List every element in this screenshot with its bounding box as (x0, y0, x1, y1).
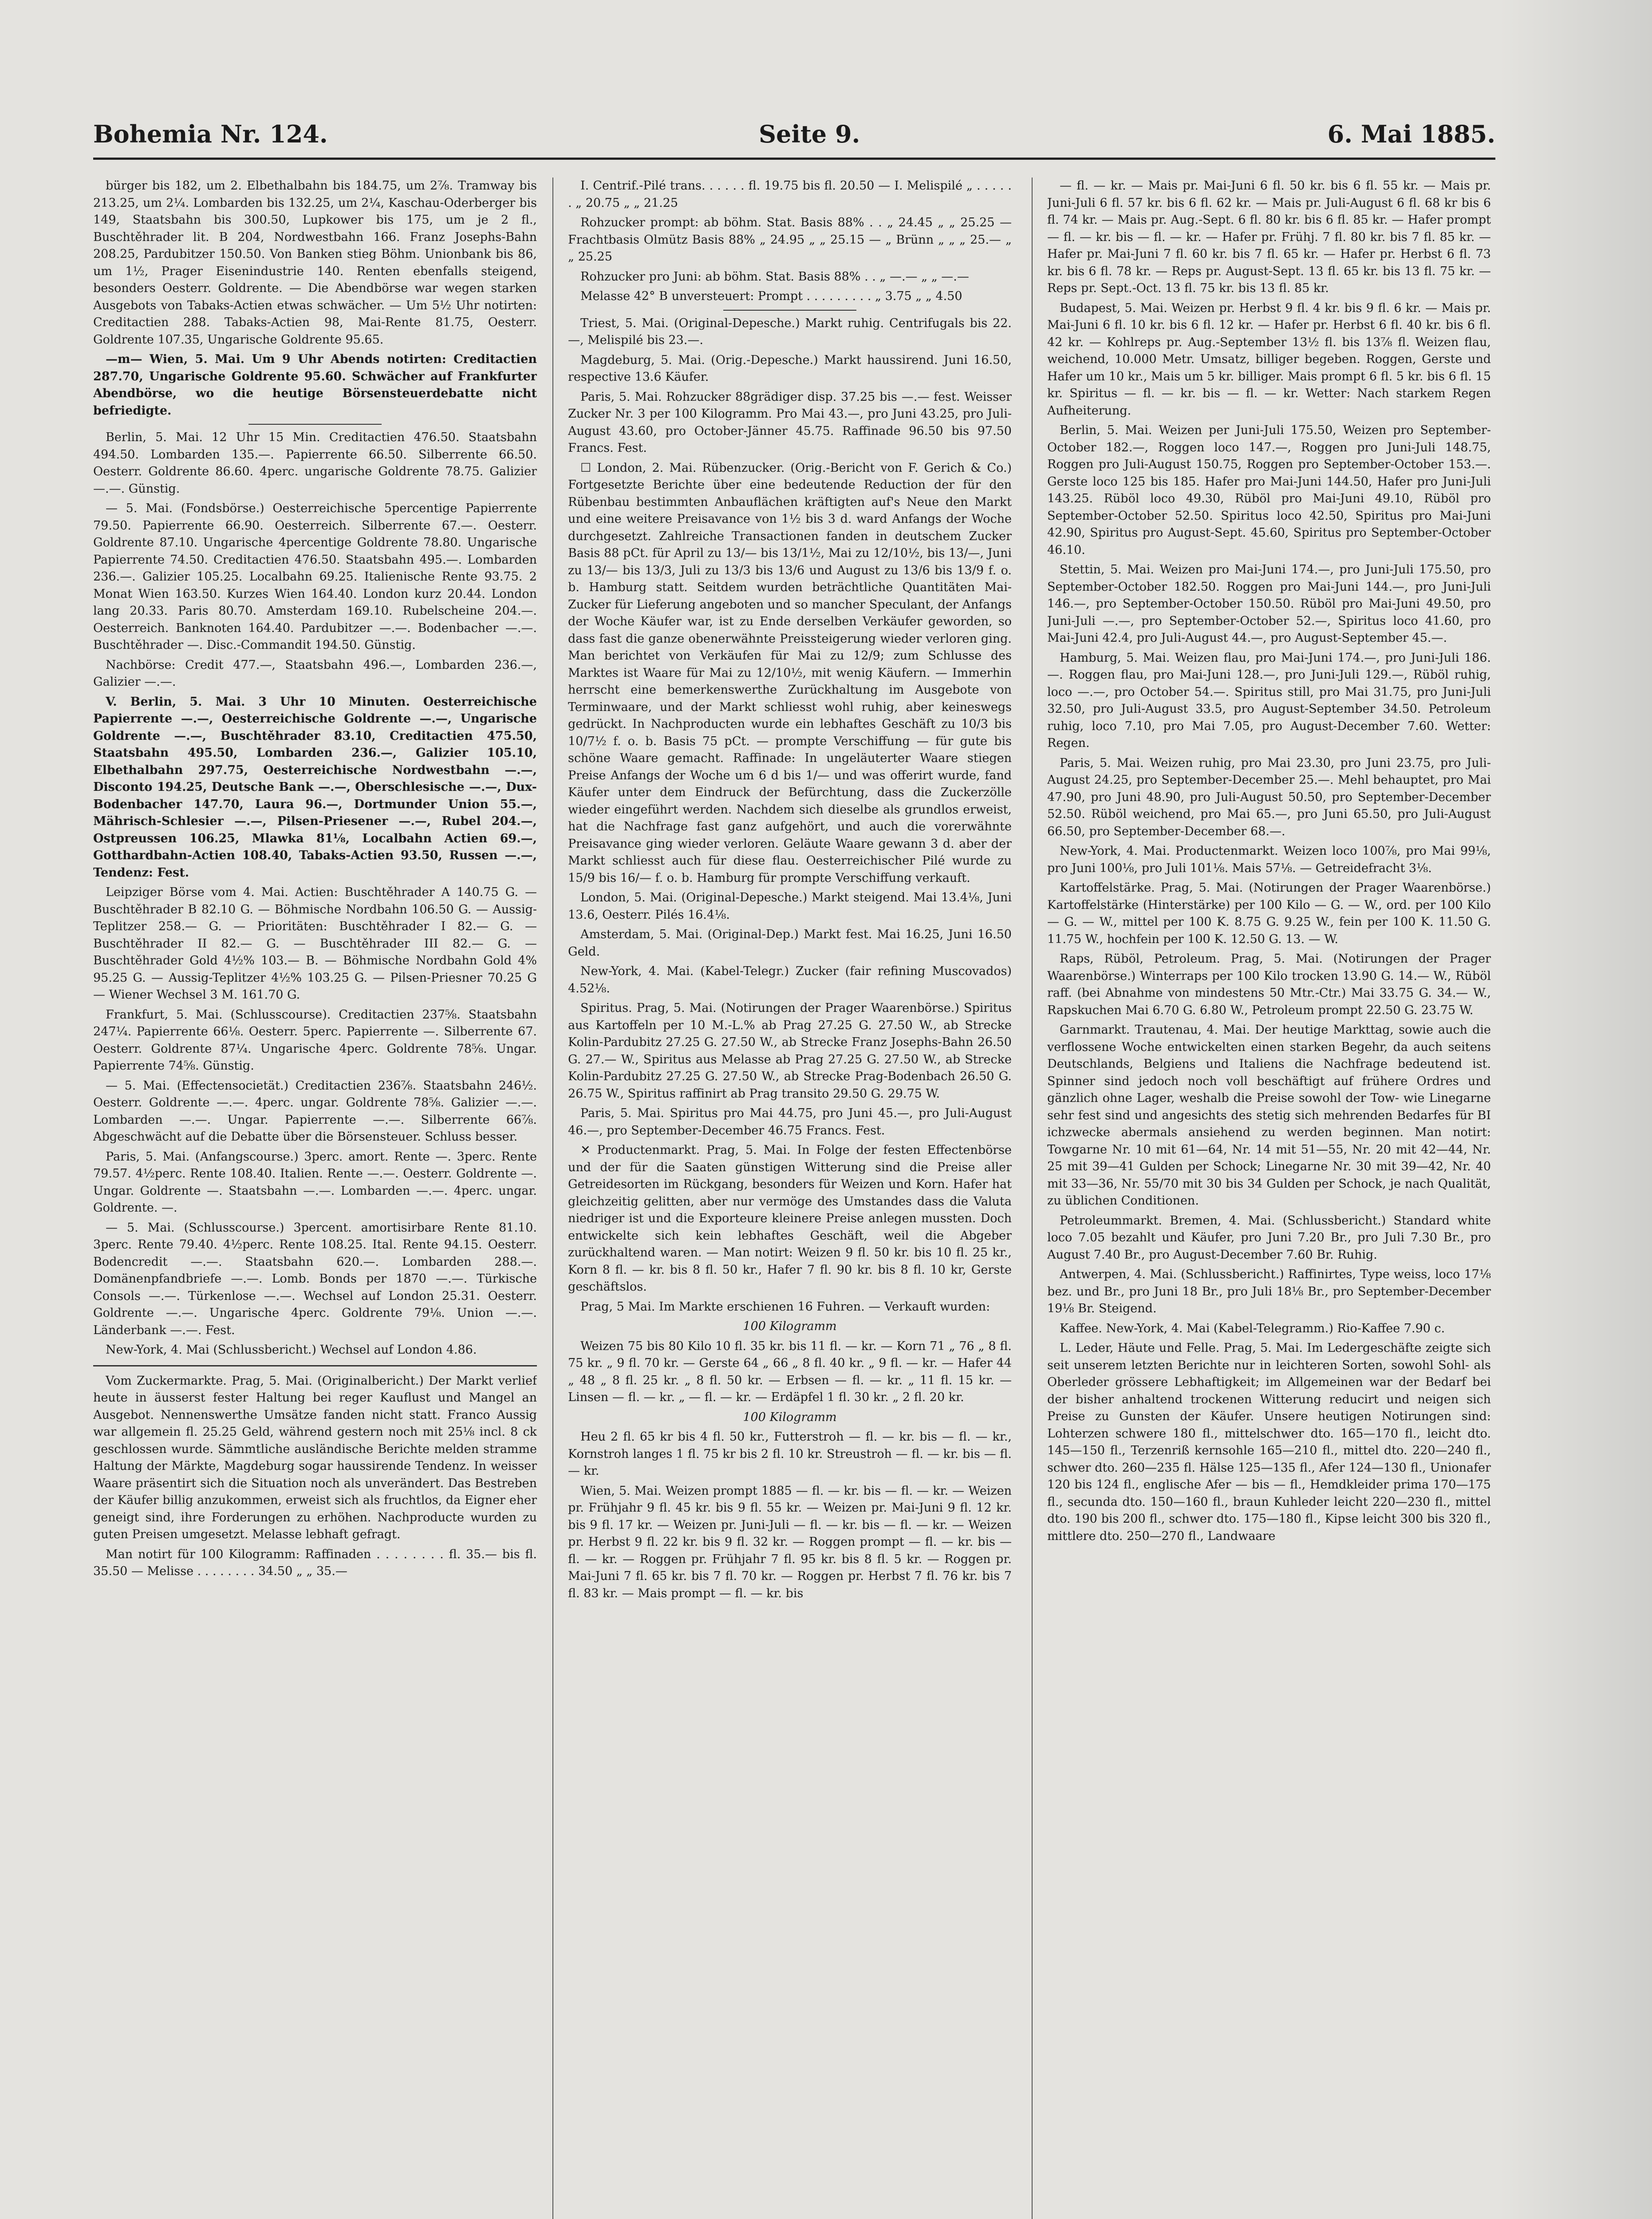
article-paragraph: Paris, 5. Mai. (Anfangscourse.) 3perc. amort. Rente —. 3perc. Rente 79.57. 4½perc. Rente 108.40. Italien. Rente —.—. Oesterr. Goldrente —. Ungar. Goldrente —. Staatsbahn —.—. Lombarden —.—. 4perc. ungar. Goldrente. —. (93, 1149, 537, 1215)
article-paragraph: —m— Wien, 5. Mai. Um 9 Uhr Abends notirten: Creditactien 287.70, Ungarische Goldrente 95.60. Schwächer auf Frankfurter Abendbörse, wo die heutige Börsensteuerdebatte nicht befriedigte. (93, 352, 537, 418)
article-paragraph: Frankfurt, 5. Mai. (Schlusscourse). Creditactien 237⅝. Staatsbahn 247¼. Papierrente 66⅛. Oesterr. 5perc. Papierrente —. Silberrente 67. Oesterr. Goldrente 87¼. Ungarische 4perc. Goldrente 78⅝. Ungar. Papierrente 74⅝. Günstig. (93, 1007, 537, 1073)
article-paragraph: Kartoffelstärke. Prag, 5. Mai. (Notirungen der Prager Waarenbörse.) Kartoffelstärke (Hinterstärke) per 100 Kilo — G. — W., ord. per 100 Kilo — G. — W., mittel per 100 K. 8.75 G. 9.25 W., fein per 100 K. 11.50 G. 11.75 W., hochfein per 100 K. 12.50 G. 13. — W. (1047, 881, 1491, 946)
header-rule (93, 158, 1495, 160)
article-paragraph: L. Leder, Häute und Felle. Prag, 5. Mai. Im Ledergeschäfte zeigte sich seit unserem letzten Berichte nur in leichteren Sorten, sowohl Sohl- als Oberleder grössere Lebhaftigkeit; im Allgemeinen war der Bedarf bei der bisher anhaltend trockenen Witterung reducirt und neigen sich Preise zu Gunsten der Käufer. Unsere heutigen Notirungen sind: Lohterzen schwere 180 fl., mittelschwer dto. 165—170 fl., leicht dto. 145—150 fl., Terzenriß kernsohle 165—210 fl., mittel dto. 220—240 fl., schwer dto. 260—235 fl. Hälse 125—135 fl., Afer 124—130 fl., Unionafer 120 bis 124 fl., englische Afer — bis — fl., Hemdkleider prima 170—175 fl., secunda dto. 150—160 fl., braun Kuhleder leicht 220—230 fl., mittel dto. 190 bis 200 fl., schwer dto. 175—180 fl., Kipse leicht 300 bis 320 fl., mittlere dto. 250—270 fl., Landwaare (1047, 1341, 1491, 1543)
article-paragraph: V. Berlin, 5. Mai. 3 Uhr 10 Minuten. Oesterreichische Papierrente —.—, Oesterreichische Goldrente —.—, Ungarische Goldrente —.—, Buschtěhrader 83.10, Creditactien 475.50, Staatsbahn 495.50, Lombarden 236.—, Galizier 105.10, Elbethalbahn 297.75, Oesterreichische Nordwestbahn —.—, Disconto 194.25, Deutsche Bank —.—, Oberschlesische —.—, Dux-Bodenbacher 147.70, Laura 96.—, Dortmunder Union 55.—, Mährisch-Schlesier —.—, Pilsen-Priesener —.—, Rubel 204.—, Ostpreussen 106.25, Mlawka 81⅛, Localbahn Actien 69.—, Gotthardbahn-Actien 108.40, Tabaks-Actien 93.50, Russen —.—, Tendenz: Fest. (93, 695, 537, 880)
article-paragraph: Wien, 5. Mai. Weizen prompt 1885 — fl. — kr. bis — fl. — kr. — Weizen pr. Frühjahr 9 fl. 45 kr. bis 9 fl. 55 kr. — Weizen pr. Mai-Juni 9 fl. 12 kr. bis 9 fl. 17 kr. — Weizen pr. Juni-Juli — fl. — kr. bis — fl. — kr. — Weizen pr. Herbst 9 fl. 22 kr. bis 9 fl. 32 kr. — Roggen prompt — fl. — kr. bis — fl. — kr. — Roggen pr. Frühjahr 7 fl. 95 kr. bis 8 fl. 5 kr. — Roggen pr. Mai-Juni 7 fl. 65 kr. bis 7 fl. 70 kr. — Roggen pr. Herbst 7 fl. 76 kr. bis 7 fl. 83 kr. — Mais prompt — fl. — kr. bis (568, 1484, 1012, 1600)
article-paragraph: Paris, 5. Mai. Rohzucker 88grädiger disp. 37.25 bis —.— fest. Weisser Zucker Nr. 3 per 100 Kilogramm. Pro Mai 43.—, pro Juni 43.25, pro Juli-August 43.60, pro October-Jänner 45.75. Raffinade 96.50 bis 97.50 Francs. Fest. (568, 390, 1012, 455)
article-paragraph: Heu 2 fl. 65 kr bis 4 fl. 50 kr., Futterstroh — fl. — kr. bis — fl. — kr., Kornstroh langes 1 fl. 75 kr bis 2 fl. 10 kr. Streustroh — fl. — kr. bis — fl. — kr. (568, 1430, 1012, 1478)
article-paragraph: ✕ Productenmarkt. Prag, 5. Mai. In Folge der festen Effectenbörse und der für die Saaten günstigen Witterung sind die Preise aller Getreidesorten im Rückgang, besonders für Weizen und Korn. Hafer hat gleichzeitig gelitten, aber nur vermöge des Umstandes dass die Valuta niedriger ist und die Exporteure kleinere Preise anlegen mussten. Doch entwickelte sich kein lebhaftes Geschäft, weil die Abgeber zurückhaltend waren. — Man notirt: Weizen 9 fl. 50 kr. bis 10 fl. 25 kr., Korn 8 fl. — kr. bis 8 fl. 50 kr., Hafer 7 fl. 90 kr. bis 8 fl. 10 kr, Gerste geschäftslos. (568, 1143, 1012, 1294)
article-paragraph: Man notirt für 100 Kilogramm: Raffinaden . . . . . . . . fl. 35.— bis fl. 35.50 — Melisse . . . . . . . . 34.50 „ „ 35.— (93, 1547, 537, 1578)
article-paragraph: I. Centrif.-Pilé trans. . . . . . fl. 19.75 bis fl. 20.50 — I. Melispilé „ . . . . . . „ 20.75 „ „ 21.25 (568, 179, 1012, 210)
article-paragraph: Raps, Rüböl, Petroleum. Prag, 5. Mai. (Notirungen der Prager Waarenbörse.) Winterraps per 100 Kilo trocken 13.90 G. 14.— W., Rüböl raff. (bei Abnahme von mindestens 50 Mtr.-Ctr.) Mai 33.75 G. 34.— W., Rapskuchen Mai 6.70 G. 6.80 W., Petroleum prompt 22.50 G. 23.75 W. (1047, 952, 1491, 1017)
article-paragraph: New-York, 4. Mai. (Kabel-Telegr.) Zucker (fair refining Muscovados) 4.52⅛. (568, 964, 1012, 995)
section-divider (248, 424, 382, 425)
article-paragraph: Berlin, 5. Mai. Weizen per Juni-Juli 175.50, Weizen pro September-October 182.—, Roggen loco 147.—, Roggen pro Juni-Juli 148.75, Roggen pro Juli-August 150.75, Roggen pro September-October 153.—. Gerste loco 125 bis 185. Hafer pro Mai-Juni 144.50, Hafer pro Juni-Juli 143.25. Rüböl loco 49.30, Rüböl pro Mai-Juni 49.10, Rüböl pro September-October 52.50. Spiritus loco 42.50, Spiritus pro Mai-Juni 42.90, Spiritus pro August-Sept. 45.60, Spiritus pro September-October 46.10. (1047, 423, 1491, 557)
article-paragraph: Melasse 42° B unversteuert: Prompt . . . . . . . . . „ 3.75 „ „ 4.50 (580, 289, 962, 303)
article-paragraph: Rohzucker pro Juni: ab böhm. Stat. Basis 88% . . „ —.— „ „ —.— (580, 269, 969, 284)
section-divider (93, 1365, 537, 1366)
header-page-number: Seite 9. (759, 120, 860, 148)
page-header (93, 115, 1495, 155)
scan-edge-shadow (1500, 0, 1652, 2219)
article-paragraph: London, 5. Mai. (Original-Depesche.) Markt steigend. Mai 13.4⅛, Juni 13.6, Oesterr. Pilés 16.4⅛. (568, 891, 1012, 922)
article-paragraph: Hamburg, 5. Mai. Weizen flau, pro Mai-Juni 174.—, pro Juni-Juli 186.—. Roggen flau, pro Mai-Juni 128.—, pro Juni-Juli 129.—, Rüböl ruhig, loco —.—, pro October 54.—. Spiritus still, pro Mai 31.75, pro Juni-Juli 32.50, pro Juli-August 33.5, pro August-September 34.50. Petroleum ruhig, loco 7.10, pro Mai 7.05, pro August-December 7.60. Wetter: Regen. (1047, 651, 1491, 750)
article-paragraph: Petroleummarkt. Bremen, 4. Mai. (Schlussbericht.) Standard white loco 7.05 bezahlt und Käufer, pro Juni 7.20 Br., pro Juli 7.30 Br., pro August 7.40 Br., pro August-December 7.60 Br. Ruhig. (1047, 1213, 1491, 1262)
article-paragraph: Rohzucker prompt: ab böhm. Stat. Basis 88% . . „ 24.45 „ „ 25.25 — Frachtbasis Olmütz Basis 88% „ 24.95 „ „ 25.15 — „ Brünn „ „ „ 25.— „ „ 25.25 (568, 216, 1012, 264)
article-paragraph: Triest, 5. Mai. (Original-Depesche.) Markt ruhig. Centrifugals bis 22.—, Melispilé bis 23.—. (568, 316, 1012, 347)
article-paragraph: Nachbörse: Credit 477.—, Staatsbahn 496.—, Lombarden 236.—, Galizier —.—. (93, 658, 537, 689)
column-rule (552, 178, 553, 2219)
article-paragraph: Prag, 5 Mai. Im Markte erschienen 16 Fuhren. — Verkauft wurden: (580, 1299, 990, 1314)
article-paragraph: Budapest, 5. Mai. Weizen pr. Herbst 9 fl. 4 kr. bis 9 fl. 6 kr. — Mais pr. Mai-Juni 6 fl. 10 kr. bis 6 fl. 12 kr. — Hafer pr. Herbst 6 fl. 40 kr. bis 6 fl. 42 kr. — Kohlreps pr. Aug.-September 13½ fl. bis 13⅞ fl. Weizen flau, weichend, 10.000 Metr. Umsatz, billiger begeben. Roggen, Gerste und Hafer um 10 kr., Mais um 5 kr. billiger. Mais prompt 6 fl. 5 kr. bis 6 fl. 15 kr. Spiritus — fl. — kr. bis — fl. — kr. Wetter: Nach starkem Regen Aufheiterung. (1047, 301, 1491, 418)
article-paragraph: Paris, 5. Mai. Weizen ruhig, pro Mai 23.30, pro Juni 23.75, pro Juli-August 24.25, pro September-December 25.—. Mehl behauptet, pro Mai 47.90, pro Juni 48.90, pro Juli-August 50.50, pro September-December 52.50. Rüböl weichend, pro Mai 65.—, pro Juni 65.50, pro Juli-August 66.50, pro September-December 68.—. (1047, 756, 1491, 838)
article-paragraph: Stettin, 5. Mai. Weizen pro Mai-Juni 174.—, pro Juni-Juli 175.50, pro September-October 182.50. Roggen pro Mai-Juni 144.—, pro Juni-Juli 146.—, pro September-October 150.50. Rüböl pro Mai-Juni 49.50, pro Juni-Juli —.—, pro September-October 52.—, Spiritus loco 41.60, pro Mai-Juni 42.4, pro Juli-August 44.—, pro August-September 45.—. (1047, 563, 1491, 645)
article-paragraph: New-York, 4. Mai. Productenmarkt. Weizen loco 100⅞, pro Mai 99⅛, pro Juni 100⅛, pro Juli 101⅛. Mais 57⅛. — Getreidefracht 3⅛. (1047, 844, 1491, 875)
article-paragraph: — 5. Mai. (Schlusscourse.) 3percent. amortisirbare Rente 81.10. 3perc. Rente 79.40. 4½perc. Rente 108.25. Ital. Rente 94.15. Oesterr. Bodencredit —.—. Staatsbahn 620.—. Lombarden 288.—. Domänenpfandbriefe —.—. Lomb. Bonds per 1870 —.—. Türkische Consols —.—. Türkenlose —.—. Wechsel auf London 25.31. Oesterr. Goldrente —.—. Ungarische 4perc. Goldrente 79⅛. Union —.—. Länderbank —.—. Fest. (93, 1220, 537, 1337)
article-paragraph: bürger bis 182, um 2. Elbethalbahn bis 184.75, um 2⅞. Tramway bis 213.25, um 2¼. Lombarden bis 132.25, um 2¼, Kaschau-Oderberger bis 149, Staatsbahn bis 300.50, Lupkower bis 175, um je 2 fl., Buschtěhrader lit. B 204, Nordwestbahn 166. Franz Josephs-Bahn 208.25, Pardubitzer 150.50. Von Banken stieg Böhm. Unionbank bis 86, um 1½, Prager Eisenindustrie 140. Renten ebenfalls steigend, besonders Oesterr. Goldrente. — Die Abendbörse war wegen starken Ausgebots von Tabaks-Actien etwas schwächer. — Um 5½ Uhr notirten: Creditactien 288. Tabaks-Actien 98, Mai-Rente 81.75, Oesterr. Goldrente 107.35, Ungarische Goldrente 95.65. (93, 179, 537, 347)
article-paragraph: Kaffee. New-York, 4. Mai (Kabel-Telegramm.) Rio-Kaffee 7.90 c. (1060, 1321, 1445, 1335)
article-paragraph: Berlin, 5. Mai. 12 Uhr 15 Min. Creditactien 476.50. Staatsbahn 494.50. Lombarden 135.—. Papierrente 66.50. Silberrente 66.50. Oesterr. Goldrente 86.60. 4perc. ungarische Goldrente 78.75. Galizier —.—. Günstig. (93, 430, 537, 496)
header-date: 6. Mai 1885. (1327, 120, 1495, 148)
article-paragraph: ☐ London, 2. Mai. Rübenzucker. (Orig.-Bericht von F. Gerich & Co.) Fortgesetzte Berichte über eine bedeutende Reduction der für den Rübenbau bestimmten Anbauflächen kräftigten auf's Neue den Markt und eine weitere Preisavance von 1½ bis 3 d. ward Anfangs der Woche durchgesetzt. Zahlreiche Transactionen fanden in deutschem Zucker Basis 88 pCt. für April zu 13/— bis 13/1½, Mai zu 12/10½, bis 13/—, Juni zu 13/— bis 13/3, Juli zu 13/3 bis 13/6 und August zu 13/6 bis 13/9 f. o. b. Hamburg statt. Seitdem wurden beträchtliche Quantitäten Mai-Zucker für Lieferung angeboten und so mancher Speculant, der Anfangs der Woche Käufer war, ist zu Ende derselben Verkäufer geworden, so dass fast die ganze obenerwähnte Preissteigerung wieder verloren ging. Man berichtet von Verkäufen für Mai zu 12/9; zum Schlusse des Marktes ist Waare für Mai zu 12/10½, mit wenig Käufern. — Immerhin herrscht eine bemerkenswerthe Zurückhaltung im Ausgebote von Terminwaare, und der Markt schliesst wohl ruhig, aber keineswegs gedrückt. In Nachproducten wurde ein lebhaftes Geschäft zu 10/3 bis 10/7½ f. o. b. Basis 75 pCt. — prompte Verschiffung — für gute bis schöne Waare gemacht. Raffinade: In ungeläuterter Waare stiegen Preise Anfangs der Woche um 6 d bis 1/— und was offerirt wurde, fand Käufer unter dem Eindruck der Befürchtung, dass die Zuckerzölle wieder eingeführt werden. Nachdem sich dieselbe als grundlos erweist, hat die Nachfrage fast ganz aufgehört, und auch die vorerwähnte Preisavance ging wieder verloren. Geläute Waare gewann 3 d. aber der Markt schliesst auch für diese flau. Oesterreichischer Pilé wurde zu 15/9 bis 16/— f. o. b. Hamburg für prompte Verschiffung verkauft. (568, 461, 1012, 885)
section-divider (723, 310, 856, 311)
header-publication: Bohemia Nr. 124. (93, 120, 328, 148)
article-paragraph: Spiritus. Prag, 5. Mai. (Notirungen der Prager Waarenbörse.) Spiritus aus Kartoffeln per 10 M.-L.% ab Prag 27.25 G. 27.50 W., ab Strecke Kolin-Pardubitz 27.25 G. 27.50 W., ab Strecke Franz Josephs-Bahn 26.50 G. 27.— W., Spiritus aus Melasse ab Prag 27.25 G. 27.50 W., ab Strecke Kolin-Pardubitz 27.25 G. 27.50 W., ab Strecke Prag-Bodenbach 26.50 G. 26.75 W., Spiritus raffinirt ab Prag transito 29.50 G. 29.75 W. (568, 1001, 1012, 1101)
article-paragraph: Paris, 5. Mai. Spiritus pro Mai 44.75, pro Juni 45.—, pro Juli-August 46.—, pro September-December 46.75 Francs. Fest. (568, 1106, 1012, 1137)
article-paragraph: Antwerpen, 4. Mai. (Schlussbericht.) Raffinirtes, Type weiss, loco 17⅛ bez. und Br., pro Juni 18 Br., pro Juli 18⅛ Br., pro September-December 19⅛ Br. Steigend. (1047, 1267, 1491, 1315)
page-content (93, 115, 1495, 2219)
article-paragraph: — 5. Mai. (Fondsbörse.) Oesterreichische 5percentige Papierrente 79.50. Papierrente 66.90. Oesterreich. Silberrente 67.—. Oesterr. Goldrente 87.10. Ungarische 4percentige Goldrente 78.80. Ungarische Papierrente 74.50. Creditactien 476.50. Staatsbahn 495.—. Lombarden 236.—. Galizier 105.25. Localbahn 69.25. Italienische Rente 93.75. 2 Monat Wien 163.50. Kurzes Wien 164.40. London kurz 20.44. London lang 20.33. Paris 80.70. Amsterdam 169.10. Rubelscheine 204.—. Oesterreich. Banknoten 164.40. Pardubitzer —.—. Bodenbacher —.—. Buschtěhrader —. Disc.-Commandit 194.50. Günstig. (93, 501, 537, 652)
article-paragraph: Amsterdam, 5. Mai. (Original-Dep.) Markt fest. Mai 16.25, Juni 16.50 Geld. (568, 928, 1012, 959)
table-caption: 100 Kilogramm (743, 1319, 837, 1333)
column-rule (1032, 178, 1033, 2219)
column-2 (568, 178, 1012, 2219)
grain-price-list: Weizen 75 bis 80 Kilo 10 fl. 35 kr. bis 11 fl. — kr. — Korn 71 „ 76 „ 8 fl. 75 kr. „ 9 fl. 70 kr. — Gerste 64 „ 66 „ 8 fl. 40 kr. „ 9 fl. — kr. — Hafer 44 „ 48 „ 8 fl. 25 kr. „ 8 fl. 50 kr. — Erbsen — fl. — kr. „ 11 fl. 15 kr. — Linsen — fl. — kr. „ — fl. — kr. — Erdäpfel 1 fl. 30 kr. „ 2 fl. 20 kr. (568, 1339, 1012, 1404)
article-paragraph: Vom Zuckermarkte. Prag, 5. Mai. (Originalbericht.) Der Markt verlief heute in äusserst fester Haltung bei reger Kauflust und Mangel an Ausgebot. Nennenswerthe Umsätze fanden nicht statt. Franco Aussig war allgemein fl. 25.25 Geld, während gestern noch mit 25⅛ incl. 8 ck geschlossen wurde. Sämmtliche ausländische Berichte melden stramme Haltung der Märkte, Magdeburg sogar haussirende Tendenz. In weisser Waare präsentirt sich die Situation noch als unverändert. Das Bestreben der Käufer billig anzukommen, erweist sich als fruchtlos, da Eigner eher geneigt sind, ihre Forderungen zu erhöhen. Nachproducte wurden zu guten Preisen umgesetzt. Melasse lebhaft gefragt. (93, 1374, 537, 1541)
article-paragraph: Magdeburg, 5. Mai. (Orig.-Depesche.) Markt haussirend. Juni 16.50, respective 13.6 Käufer. (568, 353, 1012, 384)
article-paragraph: Garnmarkt. Trautenau, 4. Mai. Der heutige Markttag, sowie auch die verflossene Woche entwickelten einen starken Begehr, da auch seitens Deutschlands, Belgiens und Italiens die Nachfrage bedeutend ist. Spinner sind jedoch noch voll beschäftigt auf frühere Ordres und gänzlich ohne Lager, weshalb die Preise sowohl der Tow- wie Linegarne sehr fest sind und angesichts des stetig sich mehrenden Bedarfes für BI ichzwecke abermals ansiehend zu werden beginnen. Man notirt: Towgarne Nr. 10 mit 61—64, Nr. 14 mit 51—55, Nr. 20 mit 42—44, Nr. 25 mit 39—41 Gulden per Schock; Linegarne Nr. 30 mit 39—42, Nr. 40 mit 33—36, Nr. 55/70 mit 30 bis 34 Gulden per Schock, je nach Qualität, zu üblichen Conditionen. (1047, 1023, 1491, 1208)
column-1 (93, 178, 537, 2219)
article-paragraph: Leipziger Börse vom 4. Mai. Actien: Buschtěhrader A 140.75 G. — Buschtěhrader B 82.10 G. — Böhmische Nordbahn 106.50 G. — Aussig-Teplitzer 258.— G. — Prioritäten: Buschtěhrader I 82.— G. — Buschtěhrader II 82.— G. — Buschtěhrader III 82.— G. — Buschtěhrader Gold 4½% 103.— B. — Böhmische Nordbahn Gold 4% 95.25 G. — Aussig-Teplitzer 4½% 103.25 G. — Pilsen-Priesner 70.25 G — Wiener Wechsel 3 M. 161.70 G. (93, 885, 537, 1002)
table-caption: 100 Kilogramm (743, 1410, 837, 1424)
article-paragraph: New-York, 4. Mai (Schlussbericht.) Wechsel auf London 4.86. (106, 1343, 477, 1357)
article-paragraph: — 5. Mai. (Effectensocietät.) Creditactien 236⅞. Staatsbahn 246½. Oesterr. Goldrente —.—. 4perc. ungar. Goldrente 78⅝. Galizier —.—. Lombarden —.—. Ungar. Papierrente —.—. Silberrente 66⅞. Abgeschwächt auf die Debatte über die Börsensteuer. Schluss besser. (93, 1078, 537, 1144)
column-3 (1047, 178, 1491, 2219)
article-paragraph: — fl. — kr. — Mais pr. Mai-Juni 6 fl. 50 kr. bis 6 fl. 55 kr. — Mais pr. Juni-Juli 6 fl. 57 kr. bis 6 fl. 62 kr. — Mais pr. Juli-August 6 fl. 68 kr bis 6 fl. 74 kr. — Mais pr. Aug.-Sept. 6 fl. 80 kr. bis 6 fl. 85 kr. — Hafer prompt — fl. — kr. bis — fl. — kr. — Hafer pr. Frühj. 7 fl. 80 kr. bis 7 fl. 85 kr. — Hafer pr. Mai-Juni 7 fl. 60 kr. bis 7 fl. 65 kr. — Hafer pr. Herbst 6 fl. 73 kr. bis 6 fl. 78 kr. — Reps pr. August-Sept. 13 fl. 65 kr. bis 13 fl. 75 kr. — Reps pr. Sept.-Oct. 13 fl. 75 kr. bis 13 fl. 85 kr. (1047, 179, 1491, 295)
